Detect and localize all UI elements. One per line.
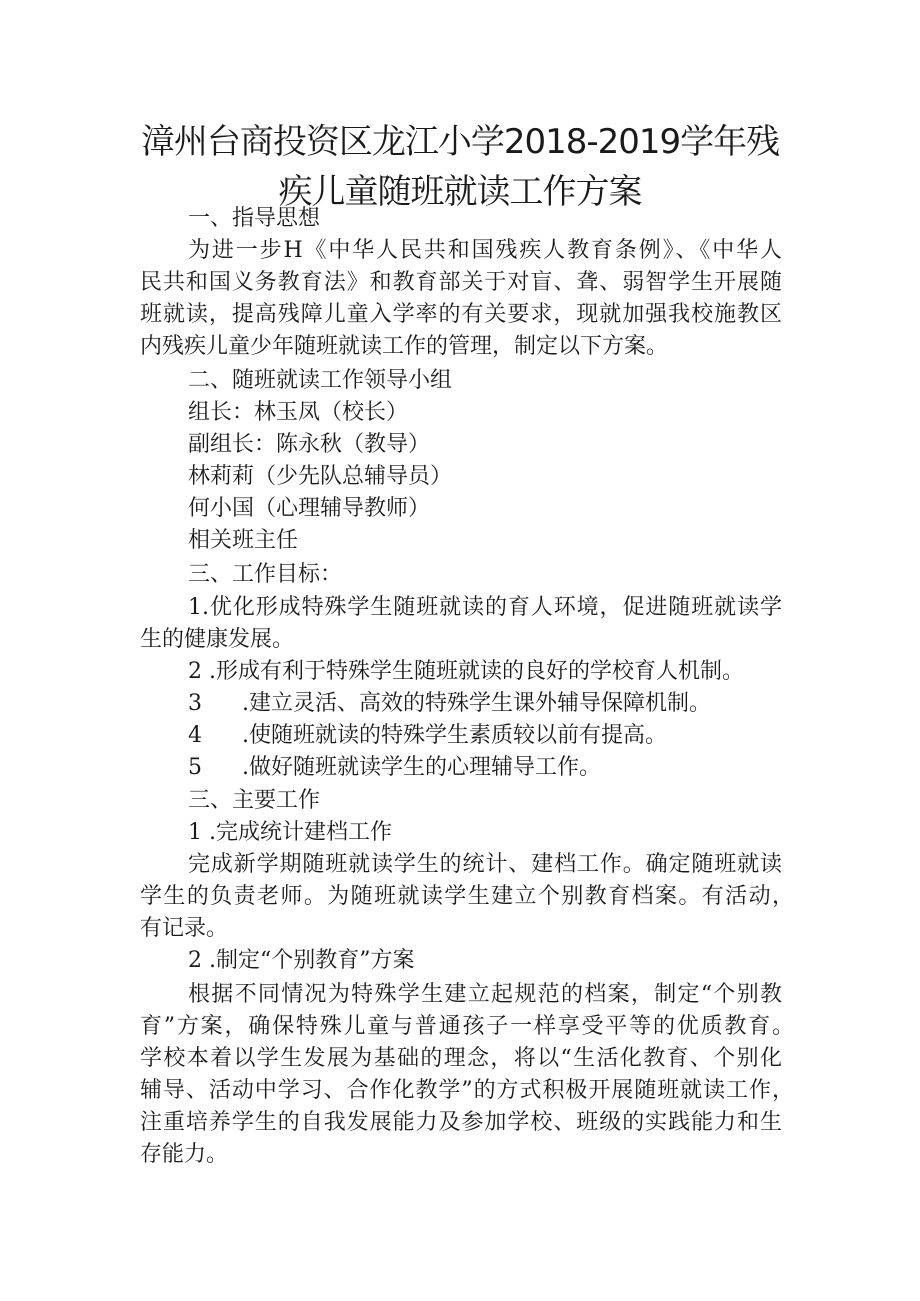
- goal-line: .使随班就读的特殊学生素质较以前有提高。: [242, 723, 667, 748]
- section-heading-main-work: 三、主要工作: [188, 788, 321, 813]
- paragraph-line: 民共和国义务教育法》和教育部关于对盲、聋、弱智学生开展随: [140, 270, 782, 295]
- member-line: 林莉莉（少先队总辅导员）: [188, 464, 453, 489]
- paragraph-line: 存能力。: [140, 1142, 229, 1167]
- paragraph-line: 学校本着以学生发展为基础的理念，将以“生活化教育、个别化: [140, 1046, 782, 1071]
- paragraph-line: 注重培养学生的自我发展能力及参加学校、班级的实践能力和生: [140, 1110, 782, 1135]
- section-heading-leadership-group: 二、随班就读工作领导小组: [188, 368, 453, 393]
- member-line: 组长：林玉凤（校长）: [188, 400, 409, 425]
- goal-line: 2 .形成有利于特殊学生随班就读的良好的学校育人机制。: [188, 659, 744, 684]
- paragraph-line: 完成新学期随班就读学生的统计、建档工作。确定随班就读: [188, 852, 782, 877]
- subsection-title: 1 .完成统计建档工作: [188, 820, 392, 845]
- paragraph-line: 班就读，提高残障儿童入学率的有关要求，现就加强我校施教区: [140, 302, 782, 327]
- paragraph-line: 为进一步H《中华人民共和国残疾人教育条例》、《中华人: [188, 238, 782, 263]
- goal-line: 1.优化形成特殊学生随班就读的育人环境，促进随班就读学: [188, 595, 782, 620]
- goal-line: 生的健康发展。: [140, 627, 295, 652]
- member-line: 相关班主任: [188, 528, 299, 553]
- member-line: 何小国（心理辅导教师）: [188, 496, 431, 521]
- section-heading-guiding-thought: 一、指导思想: [188, 206, 321, 231]
- subsection-title: 2 .制定“个别教育”方案: [188, 948, 415, 973]
- document-title-line-1: 漳州台商投资区龙江小学2018-2019学年残: [140, 122, 780, 162]
- paragraph-line: 学生的负责老师。为随班就读学生建立个别教育档案。有活动，: [140, 884, 794, 909]
- goal-line: .建立灵活、高效的特殊学生课外辅导保障机制。: [242, 691, 711, 716]
- section-heading-work-goals: 三、工作目标：: [188, 562, 343, 587]
- goal-line: .做好随班就读学生的心理辅导工作。: [242, 755, 601, 780]
- paragraph-line: 育”方案，确保特殊儿童与普通孩子一样享受平等的优质教育。: [140, 1014, 794, 1039]
- member-line: 副组长：陈永秋（教导）: [188, 432, 431, 457]
- paragraph-line: 根据不同情况为特殊学生建立起规范的档案，制定“个别教: [188, 982, 782, 1007]
- goal-number: 3: [188, 691, 202, 716]
- paragraph-line: 有记录。: [140, 916, 229, 941]
- goal-number: 4: [188, 723, 202, 748]
- document-title-line-2: 疾儿童随班就读工作方案: [278, 172, 642, 212]
- goal-number: 5: [188, 755, 202, 780]
- paragraph-line: 辅导、活动中学习、合作化教学”的方式积极开展随班就读工作，: [140, 1078, 794, 1103]
- paragraph-line: 内残疾儿童少年随班就读工作的管理，制定以下方案。: [140, 334, 669, 359]
